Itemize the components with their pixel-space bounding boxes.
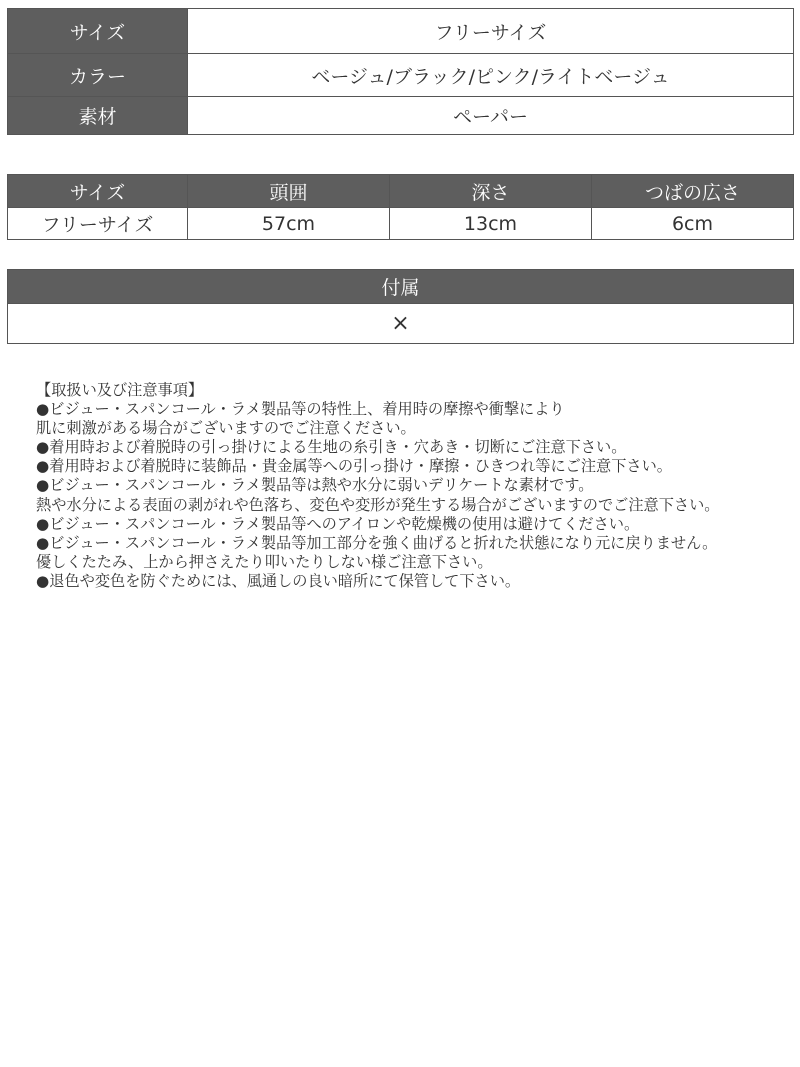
note-line: ●着用時および着脱時に装飾品・貴金属等への引っ掛け・摩擦・ひきつれ等にご注意下さい。 [36, 457, 672, 476]
note-line: ●着用時および着脱時の引っ掛けによる生地の糸引き・穴あき・切断にご注意下さい。 [36, 438, 627, 457]
note-line: ●ビジュー・スパンコール・ラメ製品等は熱や水分に弱いデリケートな素材です。 [36, 476, 594, 495]
spec-table [7, 8, 794, 135]
spec-label-size: サイズ [8, 9, 188, 54]
note-line: 優しくたたみ、上から押さえたり叩いたりしない様ご注意下さい。 [36, 552, 493, 571]
size-cell-head-circumference: 57cm [188, 208, 390, 240]
size-header-depth: 深さ [390, 175, 592, 208]
spec-label-material: 素材 [8, 97, 188, 135]
spec-row-color [8, 54, 794, 97]
accessories-header: 付属 [8, 270, 794, 304]
accessories-header-row [8, 270, 794, 304]
note-line: 肌に刺激がある場合がございますのでご注意ください。 [36, 419, 416, 438]
size-header-size: サイズ [8, 175, 188, 208]
note-line: ●ビジュー・スパンコール・ラメ製品等の特性上、着用時の摩擦や衝撃により [36, 400, 565, 419]
note-line: 熱や水分による表面の剥がれや色落ち、変色や変形が発生する場合がございますのでご注意下さい。 [36, 495, 720, 514]
spec-label-color: カラー [8, 54, 188, 97]
accessories-table [7, 269, 794, 344]
table-row [8, 208, 794, 240]
size-cell-depth: 13cm [390, 208, 592, 240]
note-line: ●ビジュー・スパンコール・ラメ製品等加工部分を強く曲げると折れた状態になり元に戻りません。 [36, 533, 718, 552]
spec-value-material: ペーパー [188, 97, 794, 135]
spec-row-size [8, 9, 794, 54]
size-table [7, 174, 794, 240]
spec-value-color: ベージュ/ブラック/ピンク/ライトベージュ [188, 54, 794, 97]
size-table-header-row [8, 175, 794, 208]
notes-heading: 【取扱い及び注意事項】 [36, 381, 204, 399]
note-line: ●ビジュー・スパンコール・ラメ製品等へのアイロンや乾燥機の使用は避けてください。 [36, 514, 640, 533]
size-header-head-circumference: 頭囲 [188, 175, 390, 208]
size-cell-brim-width: 6cm [592, 208, 794, 240]
spec-row-material [8, 97, 794, 135]
size-cell-size: フリーサイズ [8, 208, 188, 240]
size-header-brim-width: つばの広さ [592, 175, 794, 208]
accessories-value-row [8, 304, 794, 344]
accessories-value: × [8, 304, 794, 344]
care-notes [36, 381, 776, 591]
spec-value-size: フリーサイズ [188, 9, 794, 54]
note-line: ●退色や変色を防ぐためには、風通しの良い暗所にて保管して下さい。 [36, 571, 521, 590]
